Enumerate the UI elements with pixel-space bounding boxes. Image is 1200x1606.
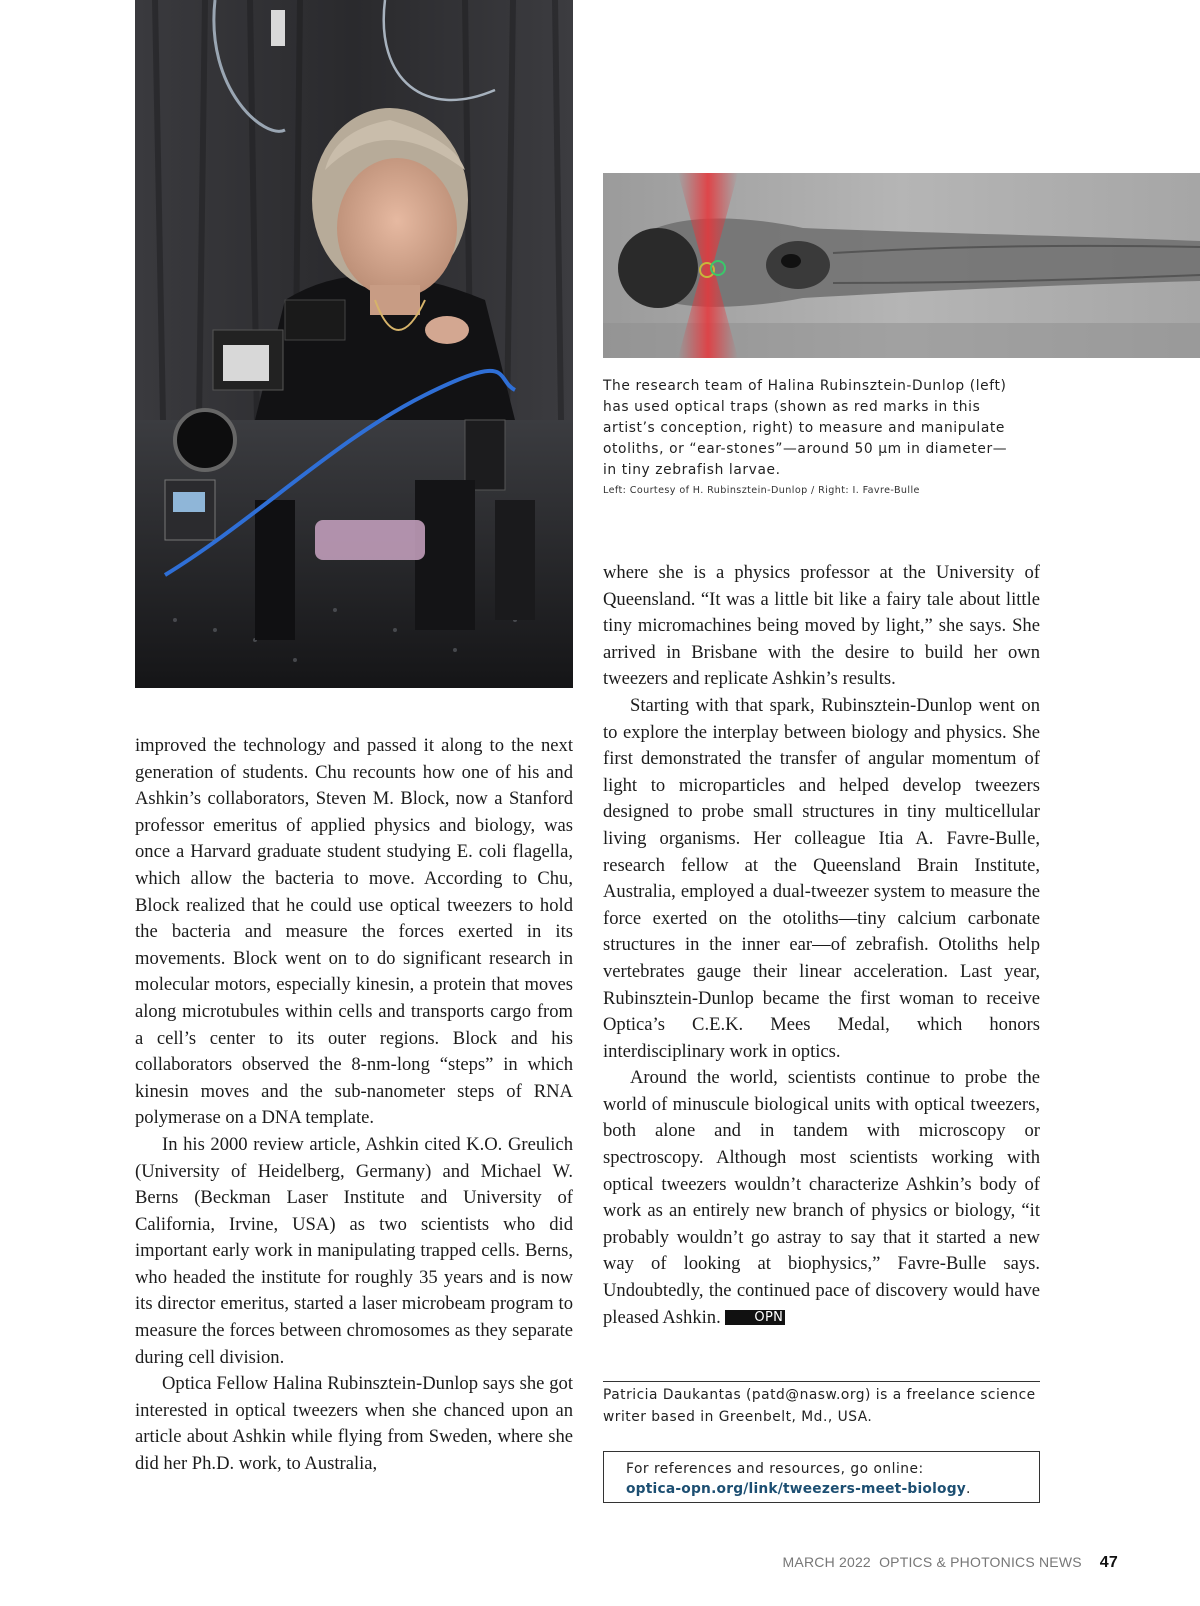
zebrafish-larva-photo [603,173,1200,358]
article-paragraph: improved the technology and passed it along to the next generation of students. Chu recounts how one of his and Ashkin’s collaborators, Steven M. Block, now a Stanford professor emeritus of applied physics and biology, was once a Harvard graduate student studying E. coli flagella, which allow the bacteria to move. According to Chu, Block realized that he could use optical tweezers to hold the bacteria and measure the forces exerted in its movements. Block went on to do significant research in molecular motors, especially kinesin, a protein that moves along microtubules within cells and transports cargo from a cell’s center to its outer regions. Block and his collaborators observed the 8-nm-long “steps” in which kinesin moves and the sub-nanometer steps of RNA polymerase on a DNA template. [135,735,573,1129]
article-paragraph-text: Around the world, scientists continue to probe the world of minuscule biological units with optical tweezers, both alone and in tandem with microscopy or spectroscopy. Although most scientists working with optical tweezers wouldn’t characterize Ashkin’s body of work as an entirely new branch of physics or biology, “it probably wouldn’t go astray to say that it started a new way of looking at biophysics,” Favre-Bulle says. Undoubtedly, the continued pace of discovery would have pleased Ashkin. [603,1067,1040,1328]
author-note-line: writer based in Greenbelt, Md., USA. [603,1408,873,1425]
article-column-left [135,733,573,1478]
resources-link-line [626,1479,1039,1499]
author-divider [603,1381,1040,1382]
author-note [603,1385,1040,1428]
article-paragraph: where she is a physics professor at the University of Queensland. “It was a little bit like a fairy tale about little tiny micromachines being moved by light,” she says. She arrived in Brisbane with the desire to build her own tweezers and replicate Ashkin’s results. [603,562,1040,690]
resources-link[interactable]: optica-opn.org/link/tweezers-meet-biology [626,1481,966,1497]
page-footer [783,1554,1118,1572]
caption-line: has used optical traps (shown as red marks in this [603,399,981,415]
opn-end-mark: OPN [725,1310,785,1325]
author-note-line: Patricia Daukantas (patd@nasw.org) is a freelance science [603,1387,1036,1403]
page-number: 47 [1099,1554,1118,1571]
resources-link-trail: . [965,1481,971,1497]
caption-line: artist’s conception, right) to measure and manipulate [603,420,1006,436]
photo-caption [603,376,1023,481]
researcher-photo [135,0,573,688]
caption-line: The research team of Halina Rubinsztein-Dunlop (left) [603,378,1007,394]
resources-lead: For references and resources, go online: [626,1461,924,1477]
researcher-at-optical-bench-image [135,0,573,688]
caption-line: otoliths, or “ear-stones”—around 50 µm in diameter— [603,441,1008,457]
article-paragraph: Optica Fellow Halina Rubinsztein-Dunlop says she got interested in optical tweezers when she chanced upon an article about Ashkin while flying from Sweden, where she did her Ph.D. work, to Australia, [135,1373,573,1475]
article-paragraph: In his 2000 review article, Ashkin cited K.O. Greulich (University of Heidelberg, Germany) and Michael W. Berns (Beckman Laser Institute and University of California, Irvine, USA) as two scientists who did important early work in manipulating trapped cells. Berns, who headed the institute for roughly 35 years and is now its director emeritus, started a laser microbeam program to measure the forces between chromosomes as they separate during cell division. [135,1133,573,1368]
article-column-right [603,560,1040,1331]
article-paragraph: Starting with that spark, Rubinsztein-Dunlop went on to explore the interplay between biology and physics. She first demonstrated the transfer of angular momentum of light to microparticles and helped develop tweezers designed to probe small structures in tiny multicellular living organisms. Her colleague Itia A. Favre-Bulle, research fellow at the Queensland Brain Institute, Australia, employed a dual-tweezer system to measure the force exerted on the otoliths—tiny calcium carbonate structures in the inner ear—of zebrafish. Otoliths help vertebrates gauge their linear acceleration. Last year, Rubinsztein-Dunlop became the first woman to receive Optica’s C.E.K. Mees Medal, which honors interdisciplinary work in optics. [603,694,1040,1062]
resources-box [603,1451,1040,1503]
zebrafish-optical-trap-image [603,173,1200,358]
article-paragraph-final [603,1065,1040,1331]
caption-line: in tiny zebrafish larvae. [603,462,781,478]
photo-credit: Left: Courtesy of H. Rubinsztein-Dunlop / Right: I. Favre-Bulle [603,485,920,496]
issue-label: MARCH 2022 OPTICS & PHOTONICS NEWS [782,1554,1082,1570]
